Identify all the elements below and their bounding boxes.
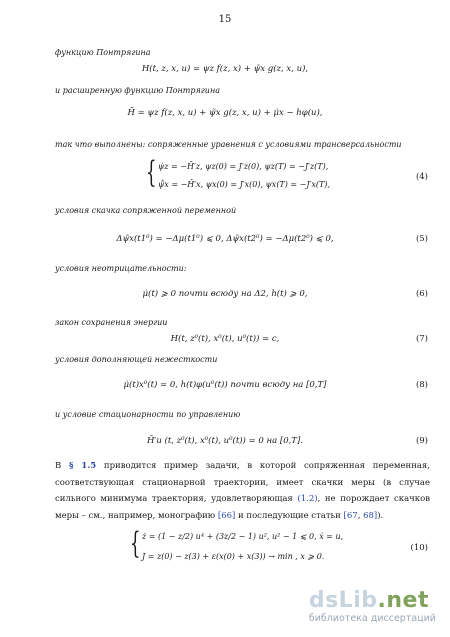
paragraph-text-5: , xyxy=(357,511,364,522)
system4-line1: ψ̇z = −H̄′z, ψz(0) = J′z(0), ψz(T) = −J′z(T), xyxy=(158,162,329,171)
label-stationarity: и условие стационарности по управлению xyxy=(55,410,241,419)
system10-line2: J = z(0) − z(3) + ε(x(0) + x(3)) → min , x ⩾ 0. xyxy=(142,552,325,561)
system-brace: { xyxy=(130,526,141,561)
label-nonnegativity: условия неотрицательности: xyxy=(55,264,187,273)
citation-link-67[interactable]: [67 xyxy=(343,511,358,522)
label-extended: и расширенную функцию Понтрягина xyxy=(55,86,220,95)
equation-hamiltonian: H(t, z, x, u) = ψz f(z, x) + ψ̃x g(z, x, u), xyxy=(141,64,309,74)
paragraph-text-2: приводится пример задачи, в которой сопряженная переменная, соответствующая стационарной траектории, имеет скачки меры (в случае сильного минимума траектория, удовлетворяющая xyxy=(55,461,430,505)
label-pontryagin: функцию Понтрягина xyxy=(55,48,151,57)
equation-extended-hamiltonian: H̄ = ψz f(z, x, u) + ψ̃x g(z, x, u) + μ̇x − hφ(u), xyxy=(127,108,323,118)
equation-number-9: (9) xyxy=(415,436,428,446)
label-jump-conditions: условия скачка сопряженной переменной xyxy=(55,206,237,215)
equation-jump: Δψ̃x(t1⁰) = −Δμ(t1⁰) ⩽ 0, Δψ̃x(t2⁰) = −Δμ(t2⁰) ⩽ 0, xyxy=(116,234,334,244)
equation-link[interactable]: (1.2) xyxy=(297,494,318,505)
label-complementary-slackness: условия дополняющей нежесткости xyxy=(55,355,218,364)
watermark-subtitle: библиотека диссертаций xyxy=(308,613,436,624)
label-conjugate-equations: так что выполнены: сопряженные уравнения с условиями трансверсальности xyxy=(55,140,402,149)
page-number: 15 xyxy=(218,14,232,25)
label-energy-law: закон сохранения энергии xyxy=(55,318,168,327)
equation-number-5: (5) xyxy=(415,234,428,244)
citation-link-66[interactable]: [66] xyxy=(217,511,236,522)
paragraph-text-1: В xyxy=(55,461,69,471)
equation-number-6: (6) xyxy=(415,289,428,299)
equation-nonnegativity: μ̇(t) ⩾ 0 почти всюду на Δ2, h(t) ⩾ 0, xyxy=(142,289,308,299)
section-link[interactable]: § 1.5 xyxy=(68,461,97,471)
watermark-logo-main: dsLib xyxy=(308,588,378,613)
equation-number-10: (10) xyxy=(410,543,428,553)
citation-link-68[interactable]: 68] xyxy=(363,511,378,522)
paragraph-text-3: , не порождает скачков меры – см., например, монографию xyxy=(55,494,430,522)
system10-line1: ż = (1 − z/2) u⁴ + (3z/2 − 1) u², u² − 1 ⩽ 0, ẋ = u, xyxy=(142,532,344,541)
watermark-logo xyxy=(309,588,436,613)
watermark-logo-tld: .net xyxy=(377,588,429,613)
equation-energy: H(t, z⁰(t), x⁰(t), u⁰(t)) = c, xyxy=(170,334,280,344)
paragraph-text-6: ). xyxy=(377,511,384,522)
paragraph-text-4: и последующие статьи xyxy=(235,511,344,522)
system4-line2: ψ̃̇x = −H̄′x, ψx(0) = J′x(0), ψx(T) = −J′x(T), xyxy=(158,180,331,189)
body-paragraph xyxy=(55,458,430,525)
equation-number-4: (4) xyxy=(415,172,428,182)
equation-number-7: (7) xyxy=(415,334,428,344)
equation-number-8: (8) xyxy=(415,380,428,390)
equation-stationarity: H̄′u (t, z⁰(t), x⁰(t), u⁰(t)) = 0 на [0,T]. xyxy=(146,436,303,446)
equation-slackness: μ̇(t)x⁰(t) = 0, h(t)φ(u⁰(t)) почти всюду на [0,T] xyxy=(123,380,327,390)
watermark xyxy=(309,588,436,624)
system-brace: { xyxy=(146,155,157,190)
